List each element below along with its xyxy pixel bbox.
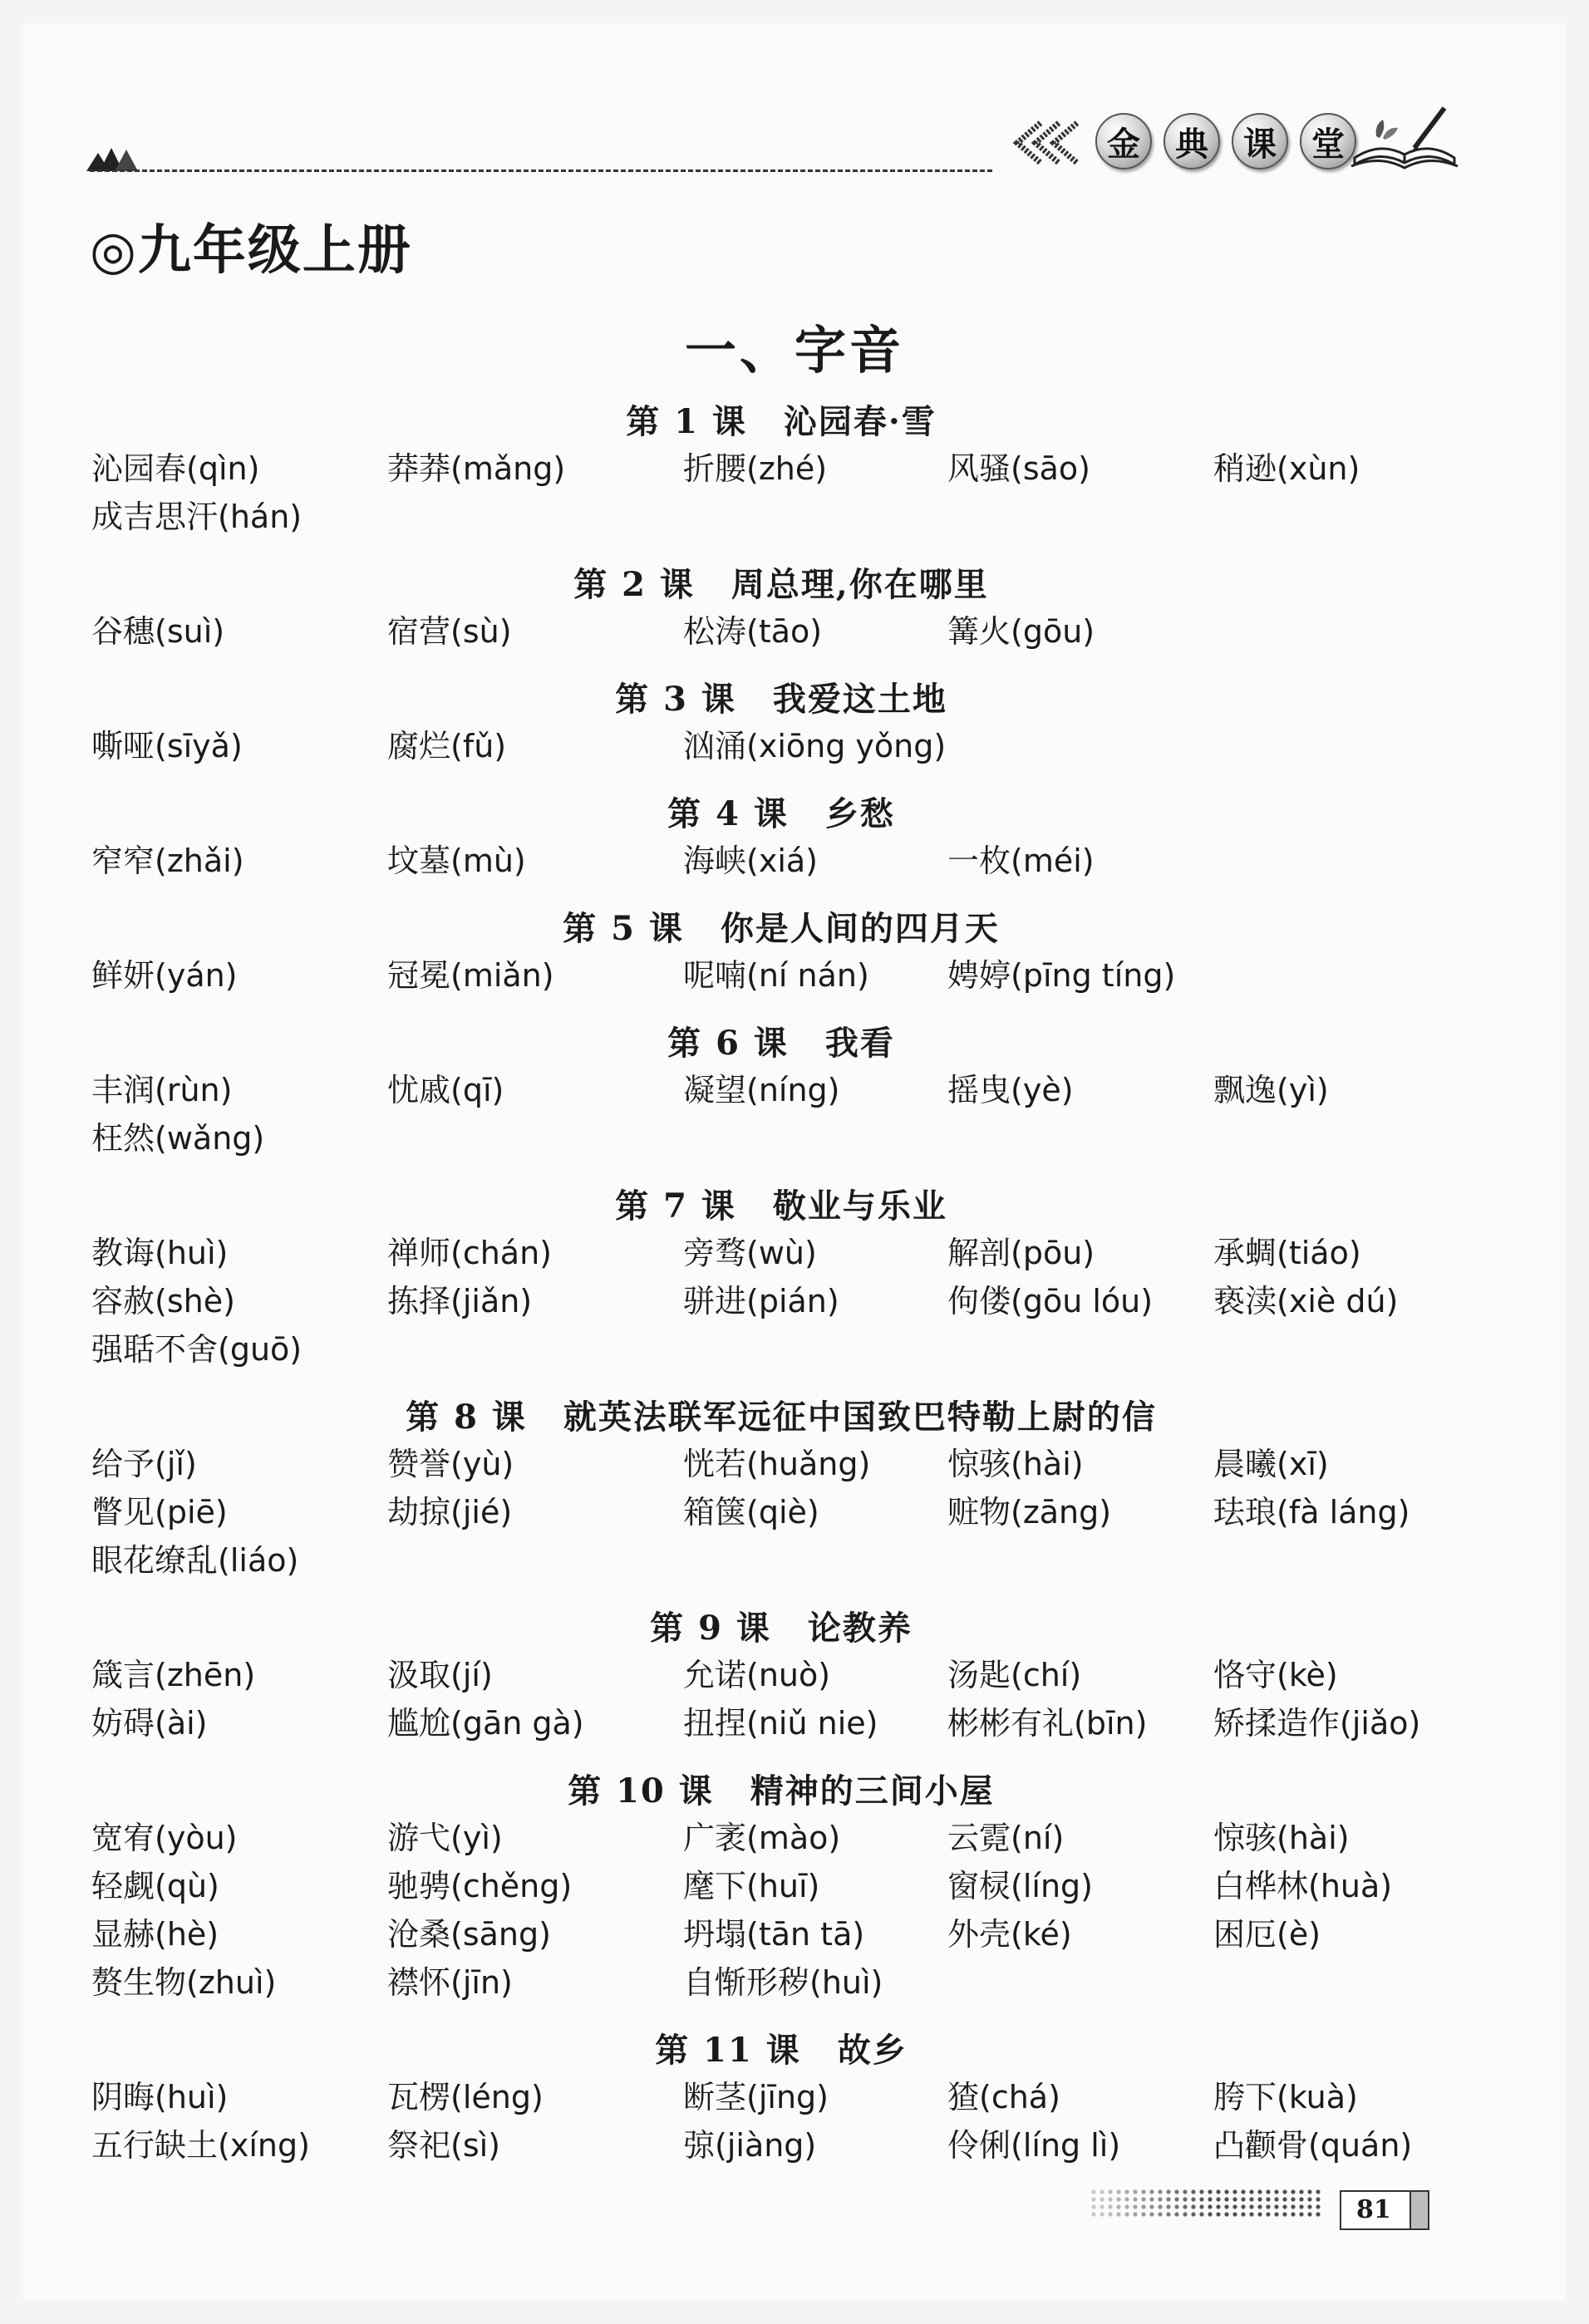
vocab-entry: 赞誉(yù) (387, 1446, 514, 1482)
decoration-dot (1191, 2189, 1195, 2194)
lesson-title (91, 904, 1471, 954)
vocab-entry: 箴言(zhēn) (91, 1657, 256, 1693)
decoration-dot (1091, 2212, 1095, 2216)
vocab-entry: 枉然(wǎng) (91, 1120, 265, 1157)
vocab-entry: 摇曳(yè) (947, 1072, 1074, 1108)
lesson-name: 精神的三间小屋 (750, 1771, 995, 1811)
vocab-entry: 云霓(ní) (947, 1820, 1065, 1856)
lesson-name: 论教养 (807, 1609, 913, 1648)
header-triangles-icon (86, 138, 145, 171)
decoration-dot (1166, 2197, 1170, 2201)
decoration-dot (1316, 2204, 1320, 2209)
decoration-dot (1307, 2197, 1311, 2201)
decoration-dot (1174, 2212, 1178, 2216)
decoration-dot (1108, 2189, 1112, 2194)
vocab-entry: 解剖(pōu) (947, 1235, 1095, 1271)
lesson-section (91, 1766, 1471, 2009)
word-list (91, 397, 1471, 2189)
vocab-entry: 阴晦(huì) (91, 2079, 229, 2115)
decoration-dot (1291, 2212, 1295, 2216)
decoration-dot (1274, 2197, 1278, 2201)
lesson-section (91, 2026, 1471, 2172)
vocab-entry: 伶俐(líng lì) (947, 2127, 1121, 2164)
vocab-entry: 白桦林(huà) (1213, 1868, 1393, 1904)
page-number (1340, 2190, 1429, 2230)
vocab-entry: 断茎(jīng) (683, 2079, 829, 2115)
decoration-dot (1232, 2212, 1237, 2216)
vocab-entry: 强聒不舍(guō) (91, 1331, 303, 1368)
vocab-entry: 彬彬有礼(bīn) (947, 1705, 1148, 1742)
decoration-dot (1183, 2212, 1187, 2216)
decoration-dot (1316, 2212, 1320, 2216)
decoration-dot (1224, 2204, 1228, 2209)
lesson-name: 你是人间的四月天 (720, 909, 1000, 948)
vocab-entry: 鲜妍(yán) (91, 957, 238, 994)
lesson-name: 故乡 (837, 2031, 908, 2070)
decoration-dot (1282, 2197, 1286, 2201)
word-grid (91, 1653, 1471, 1750)
decoration-dot (1282, 2212, 1286, 2216)
decoration-dot (1307, 2204, 1311, 2209)
decoration-dot (1166, 2204, 1170, 2209)
vocab-entry: 猹(chá) (947, 2079, 1060, 2115)
lesson-number: 第 8 课 (406, 1398, 527, 1437)
decoration-dot (1166, 2212, 1170, 2216)
decoration-dot (1299, 2197, 1303, 2201)
vocab-entry: 给予(jǐ) (91, 1446, 197, 1482)
decoration-dot (1141, 2189, 1145, 2194)
vocab-entry: 汲取(jí) (387, 1657, 493, 1693)
decoration-dot (1316, 2197, 1320, 2201)
decoration-dot (1249, 2212, 1253, 2216)
vocab-entry: 嘶哑(sīyǎ) (91, 728, 243, 764)
vocab-entry: 谷穗(suì) (91, 613, 225, 650)
decoration-dot (1241, 2197, 1245, 2201)
decoration-dot (1108, 2204, 1112, 2209)
vocab-entry: 佝偻(gōu lóu) (947, 1283, 1154, 1319)
vocab-entry: 尴尬(gān gà) (387, 1705, 584, 1742)
decoration-dot (1158, 2212, 1162, 2216)
decoration-dot (1216, 2197, 1220, 2201)
decoration-dot (1266, 2212, 1270, 2216)
vocab-entry: 麾下(huī) (683, 1868, 820, 1904)
lesson-section (91, 397, 1471, 543)
decoration-dot (1307, 2189, 1311, 2194)
decoration-dot (1100, 2204, 1104, 2209)
decoration-dot (1266, 2189, 1270, 2194)
decoration-dot (1149, 2197, 1154, 2201)
vocab-entry: 沧桑(sāng) (387, 1916, 551, 1953)
decoration-dot (1124, 2197, 1129, 2201)
page-number-text: 81 (1356, 2195, 1391, 2224)
lesson-number: 第 4 课 (667, 794, 789, 833)
decoration-dot (1108, 2212, 1112, 2216)
lesson-title (91, 1393, 1471, 1442)
vocab-entry: 显赫(hè) (91, 1916, 219, 1953)
vocab-entry: 箱箧(qiè) (683, 1494, 819, 1530)
vocab-entry: 成吉思汗(hán) (91, 499, 303, 535)
decoration-dot (1091, 2197, 1095, 2201)
lesson-number: 第 3 课 (615, 680, 736, 719)
vocab-entry: 拣择(jiǎn) (387, 1283, 533, 1319)
vocab-entry: 赃物(zāng) (947, 1494, 1112, 1530)
vocab-entry: 教诲(huì) (91, 1235, 229, 1271)
vocab-entry: 折腰(zhé) (683, 450, 828, 487)
vocab-entry: 风骚(sāo) (947, 450, 1090, 487)
vocab-entry: 亵渎(xiè dú) (1213, 1283, 1399, 1319)
decoration-dot (1191, 2212, 1195, 2216)
grade-title: ◎九年级上册 (90, 219, 412, 282)
vocab-entry: 祭祀(sì) (387, 2127, 501, 2164)
lesson-section (91, 789, 1471, 887)
lesson-title (91, 1182, 1471, 1231)
decoration-dot (1108, 2197, 1112, 2201)
decoration-dot (1208, 2189, 1212, 2194)
decoration-dot (1266, 2204, 1270, 2209)
vocab-entry: 汤匙(chí) (947, 1657, 1082, 1693)
vocab-entry: 恍若(huǎng) (683, 1446, 871, 1482)
decoration-dot (1232, 2197, 1237, 2201)
lesson-title (91, 789, 1471, 839)
decoration-dot (1149, 2204, 1154, 2209)
vocab-entry: 五行缺土(xíng) (91, 2127, 310, 2164)
vocab-entry: 宽宥(yòu) (91, 1820, 238, 1856)
decoration-dot (1282, 2189, 1286, 2194)
decoration-dot (1199, 2197, 1203, 2201)
lesson-name: 我看 (824, 1024, 895, 1063)
vocab-entry: 腐烂(fǔ) (387, 728, 507, 764)
decoration-dot (1116, 2197, 1120, 2201)
word-grid (91, 447, 1471, 543)
vocab-entry: 汹涌(xiōng yǒng) (683, 728, 947, 764)
vocab-entry: 承蜩(tiáo) (1213, 1235, 1361, 1271)
header-chevrons-icon (1007, 118, 1090, 168)
lesson-section (91, 675, 1471, 773)
lesson-section (91, 1393, 1471, 1587)
decoration-dot (1232, 2189, 1237, 2194)
lesson-name: 乡愁 (824, 794, 895, 833)
vocab-entry: 外壳(ké) (947, 1916, 1072, 1953)
vocab-entry: 窗棂(líng) (947, 1868, 1093, 1904)
vocab-entry: 襟怀(jīn) (387, 1964, 513, 2001)
vocab-entry: 弶(jiàng) (683, 2127, 817, 2164)
decoration-dot (1316, 2189, 1320, 2194)
word-grid (91, 2076, 1471, 2172)
decoration-dot (1124, 2204, 1129, 2209)
decoration-dot (1158, 2204, 1162, 2209)
decoration-dot (1149, 2189, 1154, 2194)
decoration-dot (1249, 2197, 1253, 2201)
decoration-dot (1133, 2204, 1137, 2209)
vocab-entry: 晨曦(xī) (1213, 1446, 1329, 1482)
decoration-dot (1116, 2204, 1120, 2209)
section-title: 一、字音 (684, 320, 904, 381)
vocab-entry: 飘逸(yì) (1213, 1072, 1329, 1108)
decoration-dot (1174, 2197, 1178, 2201)
decoration-dot (1141, 2204, 1145, 2209)
decoration-dot (1299, 2204, 1303, 2209)
word-grid (91, 839, 1471, 887)
decoration-dot (1224, 2212, 1228, 2216)
decoration-dot (1291, 2197, 1295, 2201)
vocab-entry: 沁园春(qìn) (91, 450, 260, 487)
lesson-section (91, 560, 1471, 658)
decoration-dot (1158, 2197, 1162, 2201)
decoration-dot (1241, 2189, 1245, 2194)
lesson-section (91, 904, 1471, 1002)
lesson-name: 我爱这土地 (772, 680, 947, 719)
decoration-dot (1232, 2204, 1237, 2209)
brand-char: 金 (1095, 113, 1152, 170)
vocab-entry: 娉婷(pīng tíng) (947, 957, 1176, 994)
decoration-dot (1257, 2197, 1262, 2201)
lesson-title (91, 560, 1471, 610)
word-grid (91, 1816, 1471, 2009)
lesson-title (91, 397, 1471, 447)
decoration-dot (1116, 2189, 1120, 2194)
decoration-dot (1208, 2197, 1212, 2201)
vocab-entry: 瓦楞(léng) (387, 2079, 544, 2115)
decoration-dot (1299, 2212, 1303, 2216)
decoration-dot (1191, 2204, 1195, 2209)
word-grid (91, 610, 1471, 658)
decoration-dot (1100, 2189, 1104, 2194)
decoration-dot (1191, 2197, 1195, 2201)
decoration-dot (1249, 2189, 1253, 2194)
vocab-entry: 坟墓(mù) (387, 843, 526, 879)
vocab-entry: 稍逊(xùn) (1213, 450, 1360, 487)
decoration-dot (1282, 2204, 1286, 2209)
vocab-entry: 宿营(sù) (387, 613, 512, 650)
lesson-section (91, 1182, 1471, 1376)
lesson-number: 第 1 课 (626, 402, 747, 441)
lesson-title (91, 1766, 1471, 1816)
vocab-entry: 赘生物(zhuì) (91, 1964, 277, 2001)
lesson-number: 第 7 课 (615, 1187, 736, 1226)
vocab-entry: 珐琅(fà láng) (1213, 1494, 1410, 1530)
decoration-dot (1174, 2189, 1178, 2194)
lesson-name: 就英法联军远征中国致巴特勒上尉的信 (563, 1398, 1157, 1437)
lesson-name: 敬业与乐业 (772, 1187, 947, 1226)
vocab-entry: 轻觑(qù) (91, 1868, 219, 1904)
decoration-dot (1216, 2189, 1220, 2194)
vocab-entry: 篝火(gōu) (947, 613, 1095, 650)
brand-char: 堂 (1300, 113, 1356, 170)
brand-logo (1095, 113, 1356, 170)
vocab-entry: 凝望(níng) (683, 1072, 840, 1108)
word-grid (91, 1069, 1471, 1165)
decoration-dot (1291, 2204, 1295, 2209)
vocab-entry: 窄窄(zhǎi) (91, 843, 244, 879)
decoration-dot (1133, 2197, 1137, 2201)
vocab-entry: 劫掠(jié) (387, 1494, 513, 1530)
decoration-dot (1091, 2189, 1095, 2194)
decoration-dot (1149, 2212, 1154, 2216)
lesson-name: 周总理,你在哪里 (731, 565, 989, 604)
vocab-entry: 扭捏(niǔ nie) (683, 1705, 878, 1742)
vocab-entry: 海峡(xiá) (683, 843, 818, 879)
decoration-dot (1299, 2189, 1303, 2194)
open-book-pen-icon (1346, 100, 1463, 174)
decoration-dot (1224, 2197, 1228, 2201)
vocab-entry: 松涛(tāo) (683, 613, 823, 650)
vocab-entry: 冠冕(miǎn) (387, 957, 554, 994)
lesson-number: 第 10 课 (568, 1771, 714, 1811)
lesson-title (91, 1604, 1471, 1653)
lesson-name: 沁园春·雪 (783, 402, 937, 441)
vocab-entry: 惊骇(hài) (1213, 1820, 1350, 1856)
vocab-entry: 坍塌(tān tā) (683, 1916, 865, 1953)
decoration-dot (1274, 2204, 1278, 2209)
header-rule (90, 170, 992, 172)
decoration-dot (1124, 2189, 1129, 2194)
decoration-dot (1100, 2197, 1104, 2201)
vocab-entry: 瞥见(piē) (91, 1494, 228, 1530)
decoration-dot (1141, 2197, 1145, 2201)
decoration-dot (1183, 2197, 1187, 2201)
decoration-dot (1257, 2204, 1262, 2209)
vocab-entry: 眼花缭乱(liáo) (91, 1542, 299, 1579)
decoration-dot (1116, 2212, 1120, 2216)
word-grid (91, 725, 1471, 773)
vocab-entry: 允诺(nuò) (683, 1657, 831, 1693)
vocab-entry: 惊骇(hài) (947, 1446, 1084, 1482)
decoration-dot (1183, 2204, 1187, 2209)
vocab-entry: 胯下(kuà) (1213, 2079, 1358, 2115)
decoration-dot (1199, 2204, 1203, 2209)
lesson-number: 第 5 课 (563, 909, 684, 948)
lesson-title (91, 675, 1471, 725)
decoration-dot (1183, 2189, 1187, 2194)
vocab-entry: 游弋(yì) (387, 1820, 503, 1856)
decoration-dot (1241, 2212, 1245, 2216)
decoration-dot (1133, 2212, 1137, 2216)
vocab-entry: 旁骛(wù) (683, 1235, 817, 1271)
vocab-entry: 妨碍(ài) (91, 1705, 208, 1742)
vocab-entry: 忧戚(qī) (387, 1072, 504, 1108)
vocab-entry: 自惭形秽(huì) (683, 1964, 883, 2001)
decoration-dot (1199, 2189, 1203, 2194)
decoration-dot (1100, 2212, 1104, 2216)
word-grid (91, 1231, 1471, 1376)
decoration-dot (1216, 2204, 1220, 2209)
vocab-entry: 呢喃(ní nán) (683, 957, 869, 994)
decoration-dot (1241, 2204, 1245, 2209)
decoration-dot (1124, 2212, 1129, 2216)
vocab-entry: 凸颧骨(quán) (1213, 2127, 1413, 2164)
vocab-entry: 禅师(chán) (387, 1235, 552, 1271)
brand-char: 典 (1163, 113, 1220, 170)
vocab-entry: 驰骋(chěng) (387, 1868, 573, 1904)
vocab-entry: 广袤(mào) (683, 1820, 841, 1856)
vocab-entry: 矫揉造作(jiǎo) (1213, 1705, 1421, 1742)
vocab-entry: 莽莽(mǎng) (387, 450, 566, 487)
decoration-dot (1216, 2212, 1220, 2216)
lesson-number: 第 9 课 (650, 1609, 771, 1648)
word-grid (91, 954, 1471, 1002)
lesson-number: 第 11 课 (655, 2031, 801, 2070)
decoration-dot (1224, 2189, 1228, 2194)
decoration-dot (1274, 2212, 1278, 2216)
decoration-dot (1166, 2189, 1170, 2194)
vocab-entry: 恪守(kè) (1213, 1657, 1338, 1693)
decoration-dot (1133, 2189, 1137, 2194)
decoration-dot (1208, 2212, 1212, 2216)
decoration-dot (1208, 2204, 1212, 2209)
decoration-dot (1091, 2204, 1095, 2209)
decoration-dot (1266, 2197, 1270, 2201)
decoration-dot (1291, 2189, 1295, 2194)
lesson-section (91, 1604, 1471, 1750)
vocab-entry: 困厄(è) (1213, 1916, 1321, 1953)
decoration-dot (1141, 2212, 1145, 2216)
brand-char: 课 (1232, 113, 1288, 170)
page-number-tab (1409, 2192, 1428, 2228)
decoration-dot (1199, 2212, 1203, 2216)
lesson-title (91, 2026, 1471, 2076)
decoration-dot (1257, 2212, 1262, 2216)
decoration-dot (1174, 2204, 1178, 2209)
lesson-number: 第 2 课 (573, 565, 695, 604)
vocab-entry: 丰润(rùn) (91, 1072, 233, 1108)
decoration-dot (1307, 2212, 1311, 2216)
decoration-dot (1257, 2189, 1262, 2194)
vocab-entry: 容赦(shè) (91, 1283, 235, 1319)
dot-pattern-decoration (1089, 2187, 1321, 2220)
lesson-section (91, 1019, 1471, 1165)
word-grid (91, 1442, 1471, 1587)
vocab-entry: 一枚(méi) (947, 843, 1095, 879)
vocab-entry: 骈进(pián) (683, 1283, 839, 1319)
lesson-number: 第 6 课 (667, 1024, 789, 1063)
decoration-dot (1274, 2189, 1278, 2194)
decoration-dot (1249, 2204, 1253, 2209)
lesson-title (91, 1019, 1471, 1069)
decoration-dot (1158, 2189, 1162, 2194)
